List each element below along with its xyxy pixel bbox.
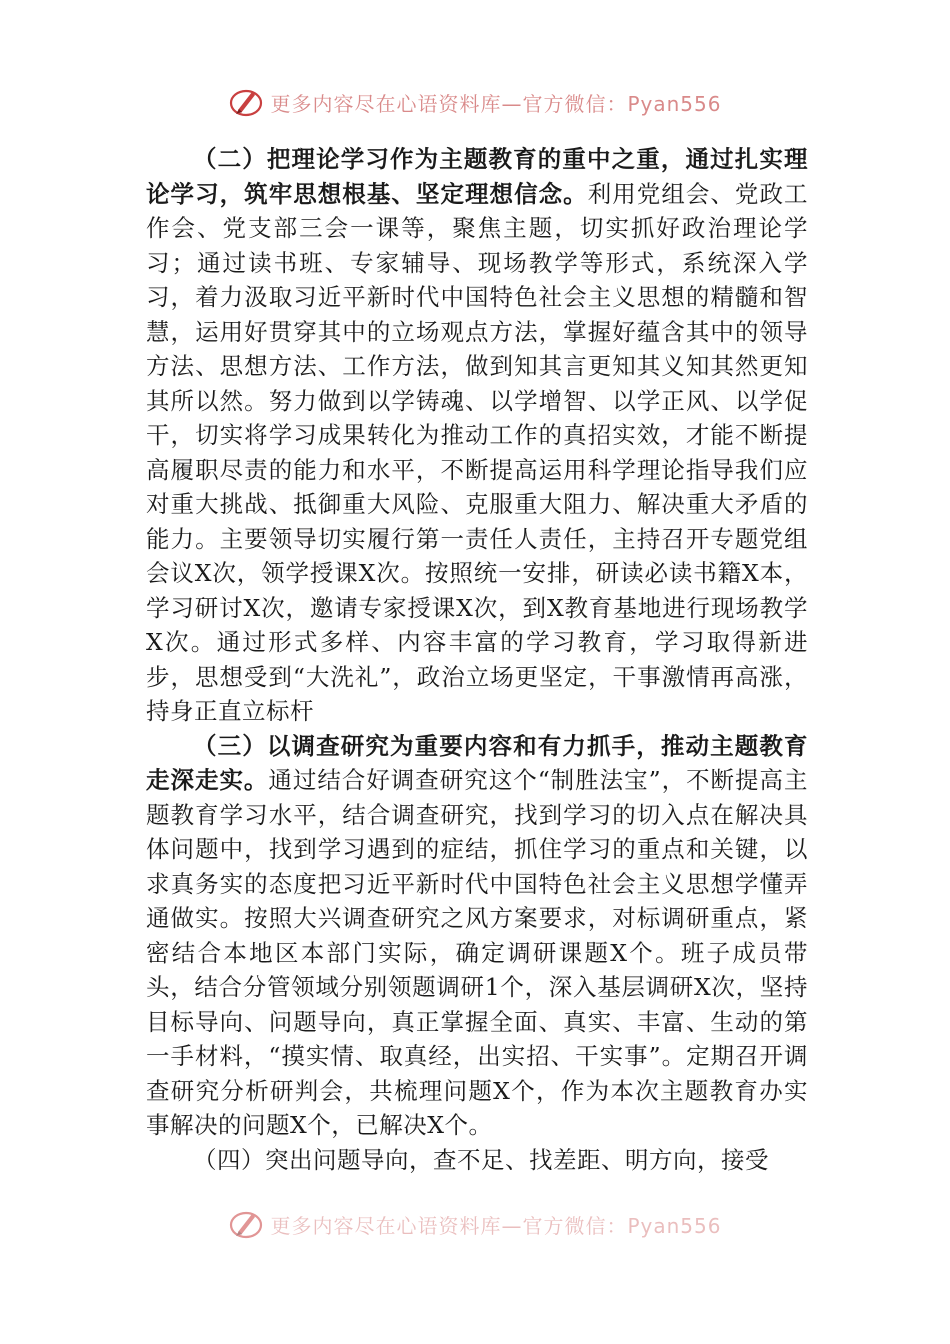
paragraph-text: 利用党组会、党政工作会、党支部三会一课等，聚焦主题，切实抓好政治理论学习；通过读书班、专家辅导、现场教学等形式，系统深入学习，着力汲取习近平新时代中国特色社会主义思想的精髓和智慧，运用好贯穿其中的立场观点方法，掌握好蕴含其中的领导方法、思想方法、工作方法，做到知其言更知其义知其然更知其所以然。努力做到以学铸魂、以学增智、以学正风、以学促干，切实将学习成果转化为推动工作的真招实效，才能不断提高履职尽责的能力和水平，不断提高运用科学理论指导我们应对重大挑战、抵御重大风险、克服重大阻力、解决重大矛盾的能力。主要领导切实履行第一责任人责任，主持召开专题党组会议X次，领学授课X次。按照统一安排，研读必读书籍X本，学习研讨X次，邀请专家授课X次，到X教育基地进行现场教学X次。通过形式多样、内容丰富的学习教育，学习取得新进步，思想受到“大洗礼”，政治立场更坚定，干事激情再高涨，持身正直立标杆 [146, 179, 809, 725]
paragraph-3 [146, 729, 808, 1143]
pen-nib-icon [228, 84, 264, 120]
paragraph-lead: （二）把理论学习作为主题教育的重中之重，通过扎实理论学习，筑牢思想根基、坚定理想信念。 [146, 145, 808, 208]
watermark-banner-bottom [0, 1204, 950, 1244]
document-body [146, 142, 808, 1177]
paragraph-text: （四）突出问题导向，查不足、找差距、明方向，接受 [193, 1145, 769, 1174]
watermark-text: 更多内容尽在心语资料库—官方微信：Pyan556 [270, 1213, 722, 1238]
paragraph-lead: （三）以调查研究为重要内容和有力抓手，推动主题教育走深走实。 [146, 731, 808, 794]
paragraph-text: 通过结合好调查研究这个“制胜法宝”，不断提高主题教育学习水平，结合调查研究，找到学习的切入点在解决具体问题中，找到学习遇到的症结，抓住学习的重点和关键，以求真务实的态度把习近平新时代中国特色社会主义思想学懂弄通做实。按照大兴调查研究之风方案要求，对标调研重点，紧密结合本地区本部门实际，确定调研课题X个。班子成员带头，结合分管领域分别领题调研1个，深入基层调研X次，坚持目标导向、问题导向，真正掌握全面、真实、丰富、生动的第一手材料，“摸实情、取真经，出实招、干实事”。定期召开调查研究分析研判会，共梳理问题X个，作为本次主题教育办实事解决的问题X个，已解决X个。 [146, 766, 809, 1139]
watermark-text: 更多内容尽在心语资料库—官方微信：Pyan556 [270, 91, 722, 116]
paragraph-2 [146, 142, 808, 729]
pen-nib-icon [228, 1206, 264, 1242]
watermark-banner-top [0, 82, 950, 122]
paragraph-4 [146, 1143, 808, 1178]
